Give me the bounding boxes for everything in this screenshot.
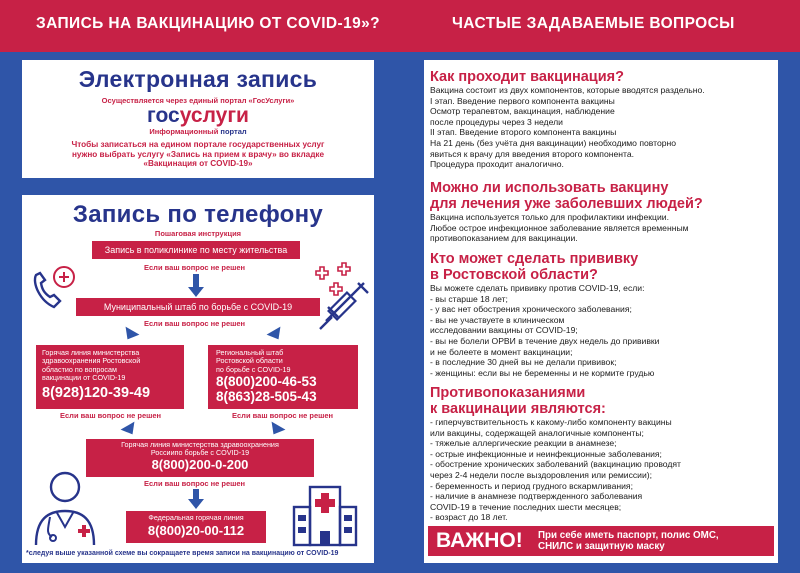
- faq-q3-block: [430, 251, 660, 378]
- faq-answer-line: - острые инфекционные и неинфекционные заболевания;: [430, 448, 662, 459]
- logo-uslugi: услуги: [179, 104, 249, 127]
- regional-hq-line: по борьбе с COVID-19: [216, 364, 291, 374]
- online-registration-card: [22, 60, 374, 178]
- arrow-down-right-icon: [121, 422, 140, 439]
- faq-answer-line: явиться к врачу для введения второго компонента.: [430, 148, 635, 159]
- online-subtitle: Осуществляется через единый портал «ГосУслуги»: [101, 96, 295, 105]
- arrow-down-right-icon: [267, 327, 286, 344]
- russia-hotline-text: [86, 441, 314, 457]
- regional-hq-box: [208, 345, 358, 409]
- hotline-ministry-line: вакцинации от COVID-19: [42, 373, 126, 383]
- faq-answer-line: - наличие в анамнезе подтвержденного заболевания: [430, 491, 643, 502]
- faq-answer-line: II этап. Введение второго компонента вакцины: [430, 127, 617, 138]
- russia-hotline-phone[interactable]: 8(800)200-0-200: [151, 457, 249, 473]
- faq-answer-line: - гиперчувствительность к какому-либо компоненту вакцины: [430, 417, 672, 427]
- hotline-ministry-line: областио по вопросам: [42, 364, 117, 374]
- faq-answer-line: Вы можете сделать прививку против COVID-19, если:: [430, 283, 645, 293]
- hospital-icon: [290, 483, 360, 547]
- logo-caption-2: портал: [220, 127, 247, 136]
- phone-registration-card: [22, 195, 374, 563]
- faq-q1-block: [430, 69, 705, 170]
- online-instructions: [22, 140, 374, 169]
- hotline-ministry-phone[interactable]: 8(928)120-39-49: [42, 384, 151, 401]
- faq-answer-line: - у вас нет обострения хронического заболевания;: [430, 304, 632, 315]
- regional-hq-text: [216, 349, 350, 374]
- faq-answer-line: - вы не болели ОРВИ в течение двух недель до прививки: [430, 335, 660, 346]
- faq-answer-line: - вы не участвуете в клиническом: [430, 314, 565, 325]
- phone-subtitle: Пошаговая инструкция: [154, 229, 242, 238]
- hotline-ministry-text: [42, 349, 178, 383]
- logo-caption-1: Информационный: [149, 127, 219, 136]
- regional-phone-2[interactable]: 8(863)28-505-43: [216, 389, 317, 405]
- faq-answer-line: Вакцина используется только для профилактики инфекции.: [430, 212, 669, 222]
- important-label: ВАЖНО!: [436, 529, 523, 552]
- russia-hotline-box: [86, 439, 314, 477]
- faq-answer-line: Вакцина состоит из двух компонентов, которые вводятся раздельно.: [430, 85, 705, 95]
- faq-question-2: для лечения уже заболевших людей?: [430, 196, 703, 212]
- faq-answer-line: и не болеете в момент вакцинации;: [430, 346, 573, 357]
- online-text-line: Чтобы записаться на едином портале государственных услуг: [71, 140, 325, 149]
- faq-question-1: Как проходит вакцинация?: [430, 69, 624, 85]
- important-text-line: СНИЛС и защитную маску: [538, 541, 665, 552]
- important-banner: [428, 526, 774, 556]
- arrow-down-icon: [188, 287, 204, 297]
- note-not-solved: Если ваш вопрос не решен: [232, 411, 334, 420]
- hotline-ministry-line: Горячая линия министерства: [42, 348, 140, 357]
- faq-answer-line: На 21 день (без учёта дня вакцинации) необходимо повторно: [430, 137, 677, 148]
- faq-question-2: Можно ли использовать вакцину: [430, 180, 669, 196]
- faq-answer-line: через 2-4 недели после выздоровления или ремиссии);: [430, 469, 653, 480]
- faq-question-4: Противопоказаниями: [430, 385, 586, 401]
- hotline-ministry-box: [36, 345, 184, 409]
- note-not-solved: Если ваш вопрос не решен: [144, 263, 246, 272]
- phone-chat-icon: [28, 263, 82, 315]
- faq-answer-line: или вакцины, содержащей аналогичные компоненты;: [430, 427, 644, 438]
- arrow-down-left-icon: [121, 327, 140, 344]
- regional-hq-line: Региональный штаб: [216, 348, 284, 357]
- faq-answer-line: противопоказанием для вакцинации.: [430, 233, 578, 244]
- faq-answer-line: - вы старше 18 лет;: [430, 293, 508, 304]
- faq-question-3: в Ростовской области?: [430, 267, 598, 283]
- faq-answer-line: после процедуры через 3 недели: [430, 116, 563, 127]
- online-text-line: нужно выбрать услугу «Запись на прием к врачу» во вкладке: [71, 149, 325, 159]
- left-header-title: ЗАПИСЬ НА ВАКЦИНАЦИЮ ОТ COVID-19»?: [36, 15, 381, 32]
- important-text: [538, 530, 719, 552]
- regional-phone-1[interactable]: 8(800)200-46-53: [216, 374, 317, 390]
- online-title: Электронная запись: [78, 66, 318, 92]
- faq-answer-line: COVID-19 в течение последних шести месяцев;: [430, 501, 622, 512]
- faq-q4-block: [430, 385, 681, 523]
- federal-hotline-label: Федеральная горячая линия: [148, 513, 244, 522]
- step-polyclinic: Запись в поликлинике по месту жительства: [92, 241, 300, 259]
- important-text-line: При себе иметь паспорт, полис ОМС,: [538, 530, 719, 541]
- footnote: *следуя выше указанной схеме вы сокращаете время записи на вакцинацию от COVID-19: [26, 550, 339, 557]
- note-not-solved: Если ваш вопрос не решен: [60, 411, 162, 420]
- logo-gos: гос: [147, 104, 180, 127]
- federal-hotline-phone[interactable]: 8(800)20-00-112: [147, 523, 245, 538]
- faq-question-4: к вакцинации являются:: [430, 401, 606, 417]
- online-text-line: «Вакцинация от COVID-19»: [143, 159, 253, 169]
- regional-hq-line: Ростовской области: [216, 356, 283, 366]
- logo-caption: [22, 127, 374, 136]
- faq-answer-line: Осмотр терапевтом, вакцинация, наблюдение: [430, 106, 615, 117]
- right-header-title: ЧАСТЫЕ ЗАДАВАЕМЫЕ ВОПРОСЫ: [452, 15, 735, 32]
- arrow-stem: [193, 274, 199, 288]
- doctor-icon: [28, 467, 102, 547]
- faq-q2-block: [430, 180, 703, 244]
- faq-answer-line: Процедура проходит аналогично.: [430, 159, 564, 170]
- federal-hotline-box: [126, 511, 266, 543]
- faq-answer-line: Любое острое инфекционное заболевание является временным: [430, 222, 689, 233]
- faq-question-3: Кто может сделать прививку: [430, 251, 639, 267]
- hotline-ministry-line: здравоохранения Ростовской: [42, 356, 141, 366]
- russia-hotline-line: Горячая линия министерства здравоохранения: [121, 440, 279, 449]
- faq-answer-line: - беременность и период грудного вскармливания;: [430, 480, 633, 491]
- faq-answer-line: - тяжелые аллергические реакции в анамнезе;: [430, 438, 617, 449]
- faq-answer-line: - обострение хронических заболеваний (вакцинацию проводят: [430, 459, 681, 470]
- arrow-down-icon: [188, 499, 204, 509]
- faq-answer-line: I этап. Введение первого компонента вакцины: [430, 95, 615, 106]
- note-not-solved: Если ваш вопрос не решен: [144, 479, 246, 488]
- header-bar: [0, 0, 800, 52]
- faq-answer-line: - возраст до 18 лет.: [430, 512, 508, 523]
- phone-title: Запись по телефону: [72, 201, 324, 228]
- gosuslugi-logo[interactable]: [22, 105, 374, 127]
- note-not-solved: Если ваш вопрос не решен: [144, 319, 246, 328]
- step-municipal-hq: Муниципальный штаб по борьбе с COVID-19: [76, 298, 320, 316]
- faq-card: [424, 60, 778, 563]
- faq-answer-line: исследовании вакцины от COVID-19;: [430, 325, 578, 336]
- russia-hotline-line: Россиипо борьбе с COVID-19: [150, 448, 250, 458]
- syringe-icon: [312, 261, 372, 335]
- faq-answer-line: - в последние 30 дней вы не делали прививок;: [430, 357, 617, 368]
- faq-answer-line: - женщины: если вы не беременны и не кормите грудью: [430, 367, 655, 378]
- arrow-down-left-icon: [267, 422, 286, 439]
